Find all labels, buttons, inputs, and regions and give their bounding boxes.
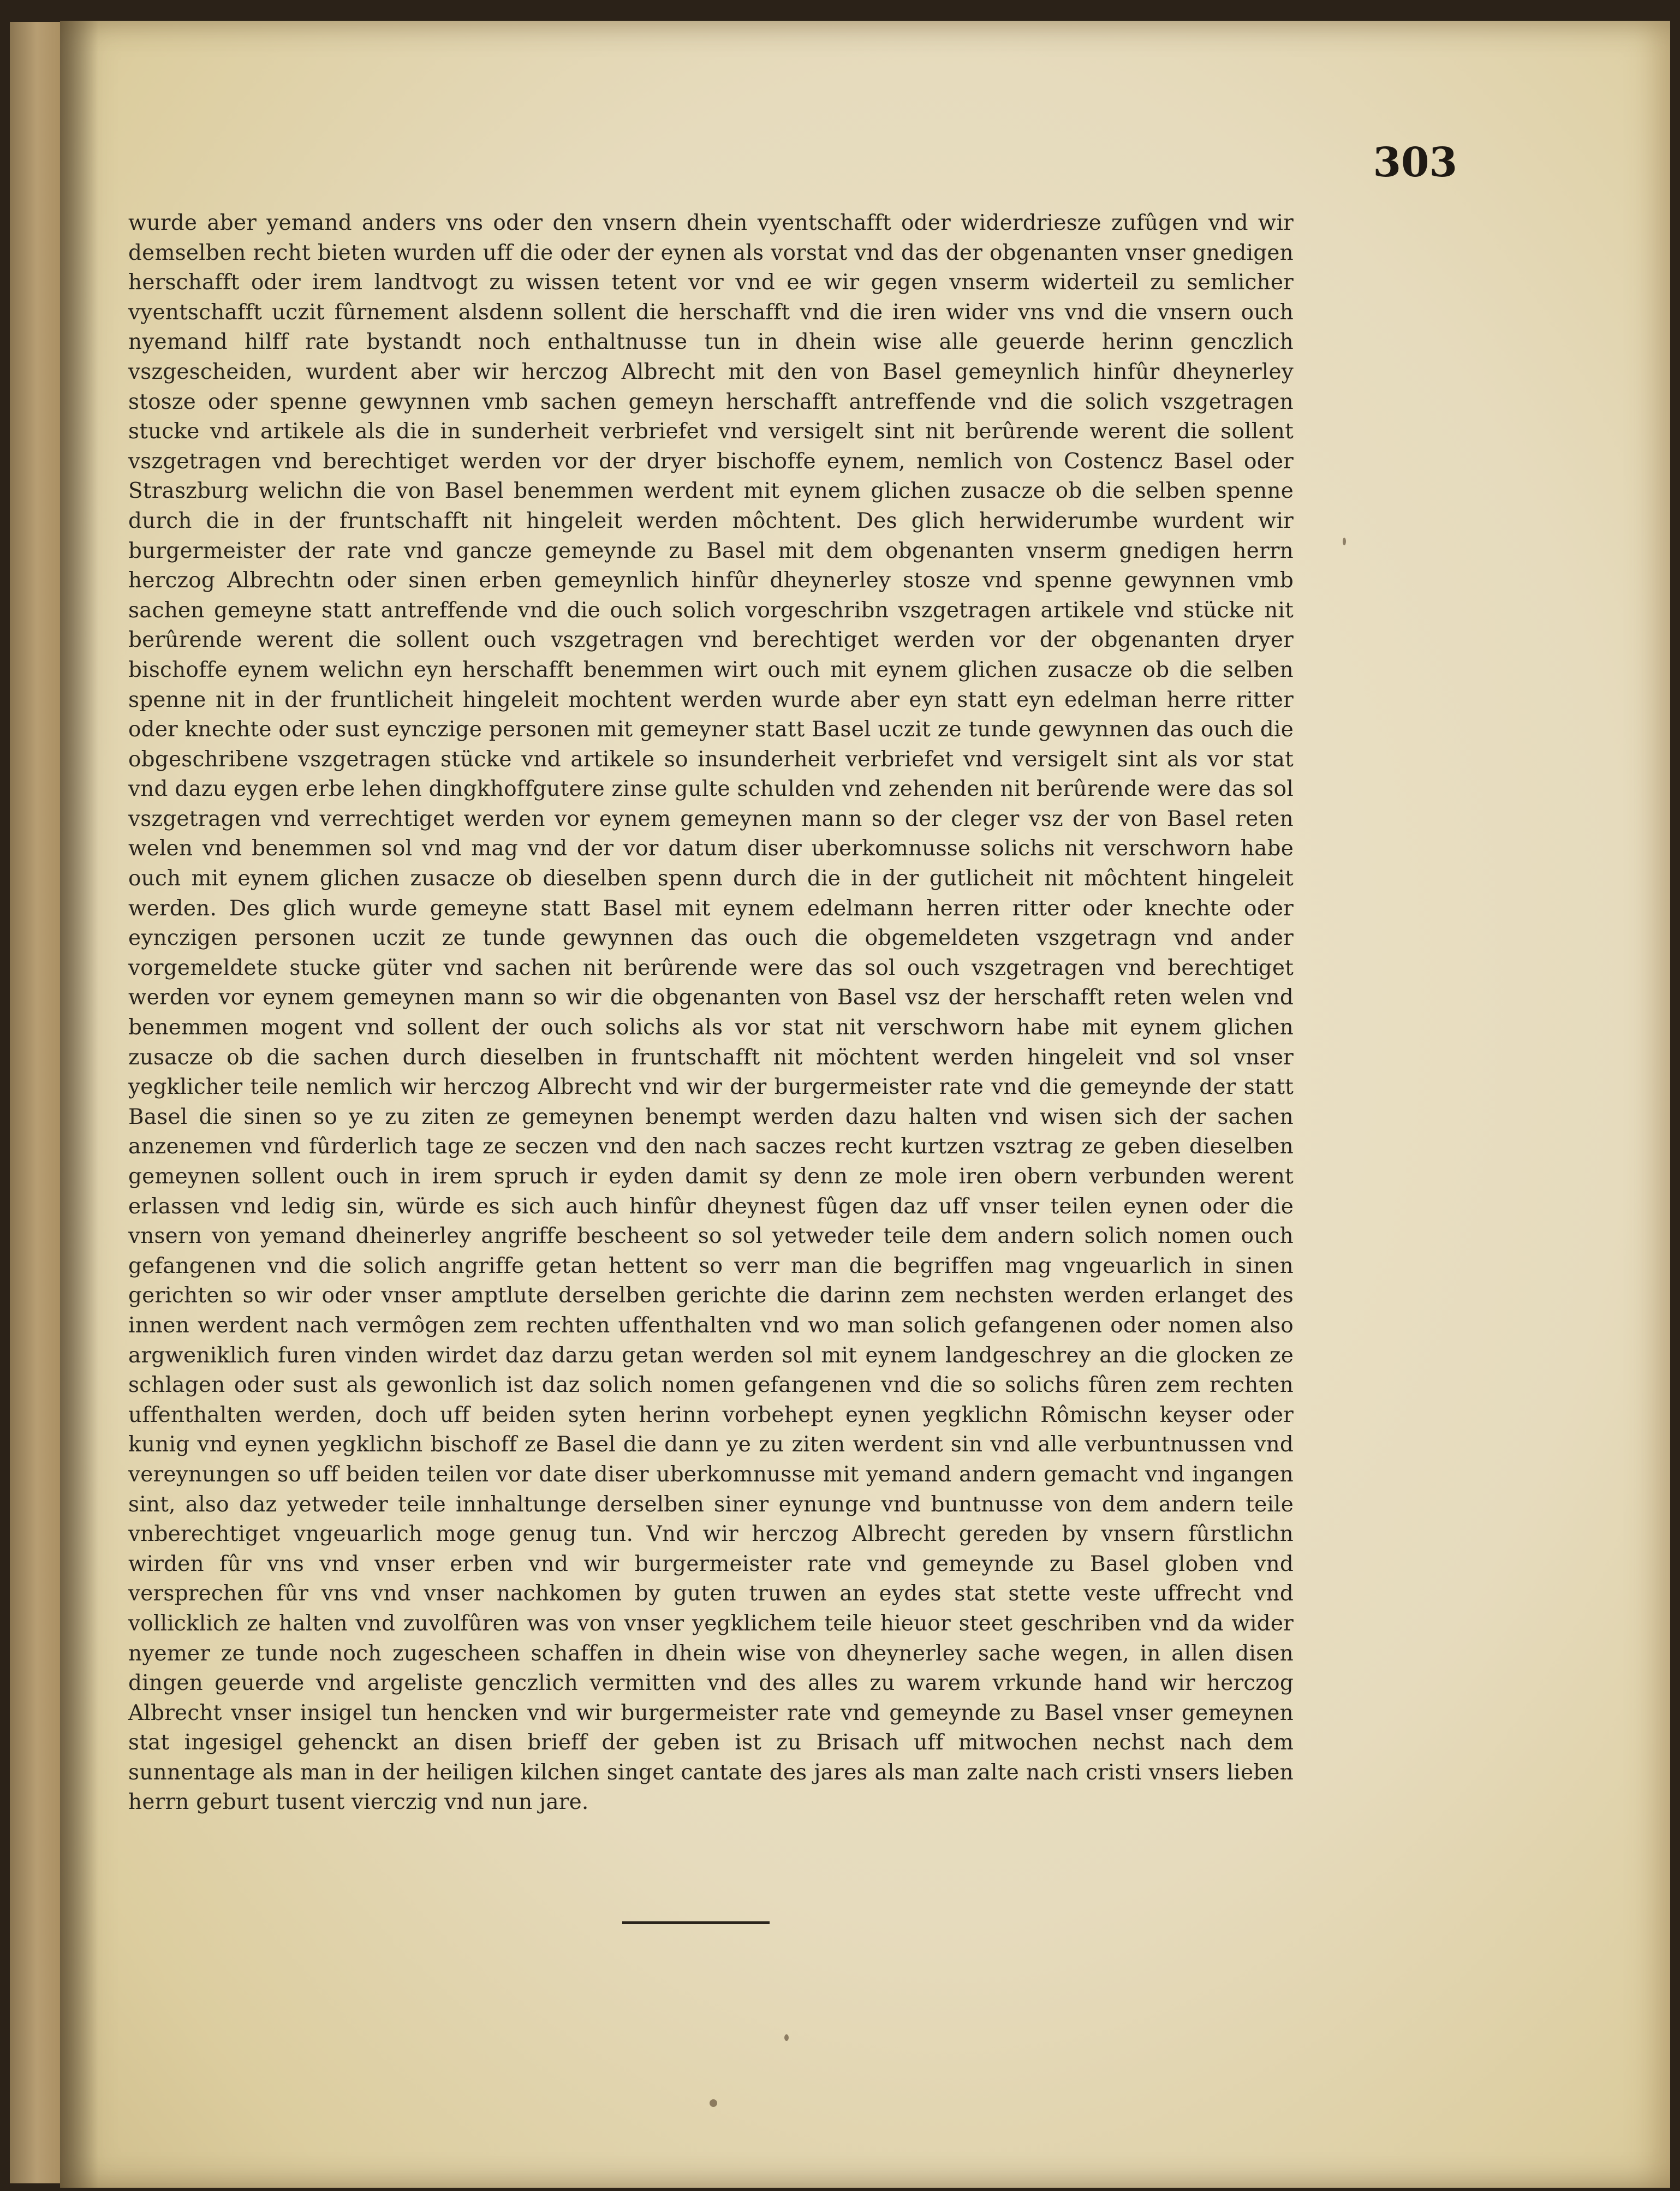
body-text: wurde aber yemand anders vns oder den vnsern dhein vyentschafft oder widerdriesze zufûgen vnd wir demselben recht bieten wurden uff die oder der eynen als vorstat vnd das der obgenanten vnser gnedigen herschafft oder irem landtvogt zu wissen tetent vor vnd ee wir gegen vnserm widerteil zu semlicher vyentschafft uczit fûrnement alsdenn sollent die herschafft vnd die iren wider vns vnd die vnsern ouch nyemand hilff rate bystandt noch enthaltnusse tun in dhein wise alle geuerde herinn genczlich vszgescheiden, wurdent aber wir herczog Albrecht mit den von Basel gemeynlich hinfûr dheynerley stosze oder spenne gewynnen vmb sachen gemeyn herschafft antreffende vnd die solich vszgetragen stucke vnd artikele als die in sunderheit verbriefet vnd versigelt sint nit berûrende werent die sollent vszgetragen vnd berechtiget werden vor der dryer bischoffe eynem, nemlich von Costencz Basel oder Straszburg welichn die von Basel benemmen werdent mit eynem glichen zusacze ob die selben spenne durch die in der fruntschafft nit hingeleit werden môchtent. Des glich herwiderumbe wurdent wir burgermeister der rate vnd gancze gemeynde zu Basel mit dem obgenanten vnserm gnedigen herrn herczog Albrechtn oder sinen erben gemeynlich hinfûr dheynerley stosze vnd spenne gewynnen vmb sachen gemeyne statt antreffende vnd die ouch solich vorgeschribn vszgetragen artikele vnd stücke nit berûrende werent die sollent ouch vszgetragen vnd berechtiget werden vor der obgenanten dryer bischoffe eynem welichn eyn herschafft benemmen wirt ouch mit eynem glichen zusacze ob die selben spenne nit in der fruntlicheit hingeleit mochtent werden wurde aber eyn statt eyn edelman herre ritter oder knechte oder sust eynczige personen mit gemeyner statt Basel uczit ze tunde gewynnen das ouch die obgeschribene vszgetragen stücke vnd artikele so insunderheit verbriefet vnd versigelt sint als vor stat vnd dazu eygen erbe lehen dingkhoffgutere zinse gulte schulden vnd zehenden nit berûrende were das sol vszgetragen vnd verrechtiget werden vor eynem gemeynen mann so der cleger vsz der von Basel reten welen vnd benemmen sol vnd mag vnd der vor datum diser uberkomnusse solichs nit verschworn habe ouch mit eynem glichen zusacze ob dieselben spenn durch die in der gutlicheit nit môchtent hingeleit werden. Des glich wurde gemeyne statt Basel mit eynem edelmann herren ritter oder knechte oder eynczigen personen uczit ze tunde gewynnen das ouch die obgemeldeten vszgetragn vnd ander vorgemeldete stucke güter vnd sachen nit berûrende were das sol ouch vszgetragen vnd berechtiget werden vor eynem gemeynen mann so wir die obgenanten von Basel vsz der herschafft reten welen vnd benemmen mogent vnd sollent der ouch solichs als vor stat nit verschworn habe mit eynem glichen zusacze ob die sachen durch dieselben in fruntschafft nit möchtent werden hingeleit vnd sol vnser yegklicher teile nemlich wir herczog Albrecht vnd wir der burgermeister rate vnd die gemeynde der statt Basel die sinen so ye zu ziten ze gemeynen benempt werden dazu halten vnd wisen sich der sachen anzenemen vnd fûrderlich tage ze seczen vnd den nach saczes recht kurtzen vsztrag ze geben dieselben gemeynen sollent ouch in irem spruch ir eyden damit sy denn ze mole iren obern verbunden werent erlassen vnd ledig sin, würde es sich auch hinfûr dheynest fûgen daz uff vnser teilen eynen oder die vnsern von yemand dheinerley angriffe bescheent so sol yetweder teile dem andern solich nomen ouch gefangenen vnd die solich angriffe getan hettent so verr man die begriffen mag vngeuarlich in sinen gerichten so wir oder vnser amptlute derselben gerichte die darinn zem nechsten werden erlanget des innen werdent nach vermôgen zem rechten uffenthalten vnd wo man solich gefangenen oder nomen also argweniklich furen vinden wirdet daz darzu getan werden sol mit eynem landgeschrey an die glocken ze schlagen oder sust als gewonlich ist daz solich nomen gefangenen vnd die so solichs fûren zem rechten uffenthalten werden, doch uff beiden syten herinn vorbehept eynen yegklichn Rômischn keyser oder kunig vnd eynen yegklichn bischoff ze Basel die dann ye zu ziten werdent sin vnd alle verbuntnussen vnd vereynungen so uff beiden teilen vor date diser uberkomnusse mit yemand andern gemacht vnd ingangen sint, also daz yetweder teile innhaltunge derselben siner eynunge vnd buntnusse von dem andern teile vnberechtiget vngeuarlich moge genug tun. Vnd wir herczog Albrecht gereden by vnsern fûrstlichn wirden fûr vns vnd vnser erben vnd wir burgermeister rate vnd gemeynde zu Basel globen vnd versprechen fûr vns vnd vnser nachkomen by guten truwen an eydes stat stette veste uffrecht vnd vollicklich ze halten vnd zuvolfûren was von vnser yegklichem teile hieuor steet geschriben vnd da wider nyemer ze tunde noch zugescheen schaffen in dhein wise von dheynerley sache wegen, in allen disen dingen geuerde vnd argeliste genczlich vermitten vnd des alles zu warem vrkunde hand wir herczog Albrecht vnser insigel tun hencken vnd wir burgermeister rate vnd gemeynde zu Basel vnser gemeynen stat ingesigel gehenckt an disen brieff der geben ist zu Brisach uff mitwochen nechst nach dem sunnentage als man in der heiligen kilchen singet cantate des jares als man zalte nach cristi vnsers lieben herrn geburt tusent vierczig vnd nun jare. [128, 211, 1294, 1815]
ink-speck [1343, 538, 1346, 545]
page-number: 303 [1373, 139, 1457, 186]
ink-speck [784, 2034, 789, 2041]
closing-rule [622, 1921, 770, 1924]
gutter-shadow [60, 21, 98, 2188]
ink-speck [710, 2099, 717, 2107]
